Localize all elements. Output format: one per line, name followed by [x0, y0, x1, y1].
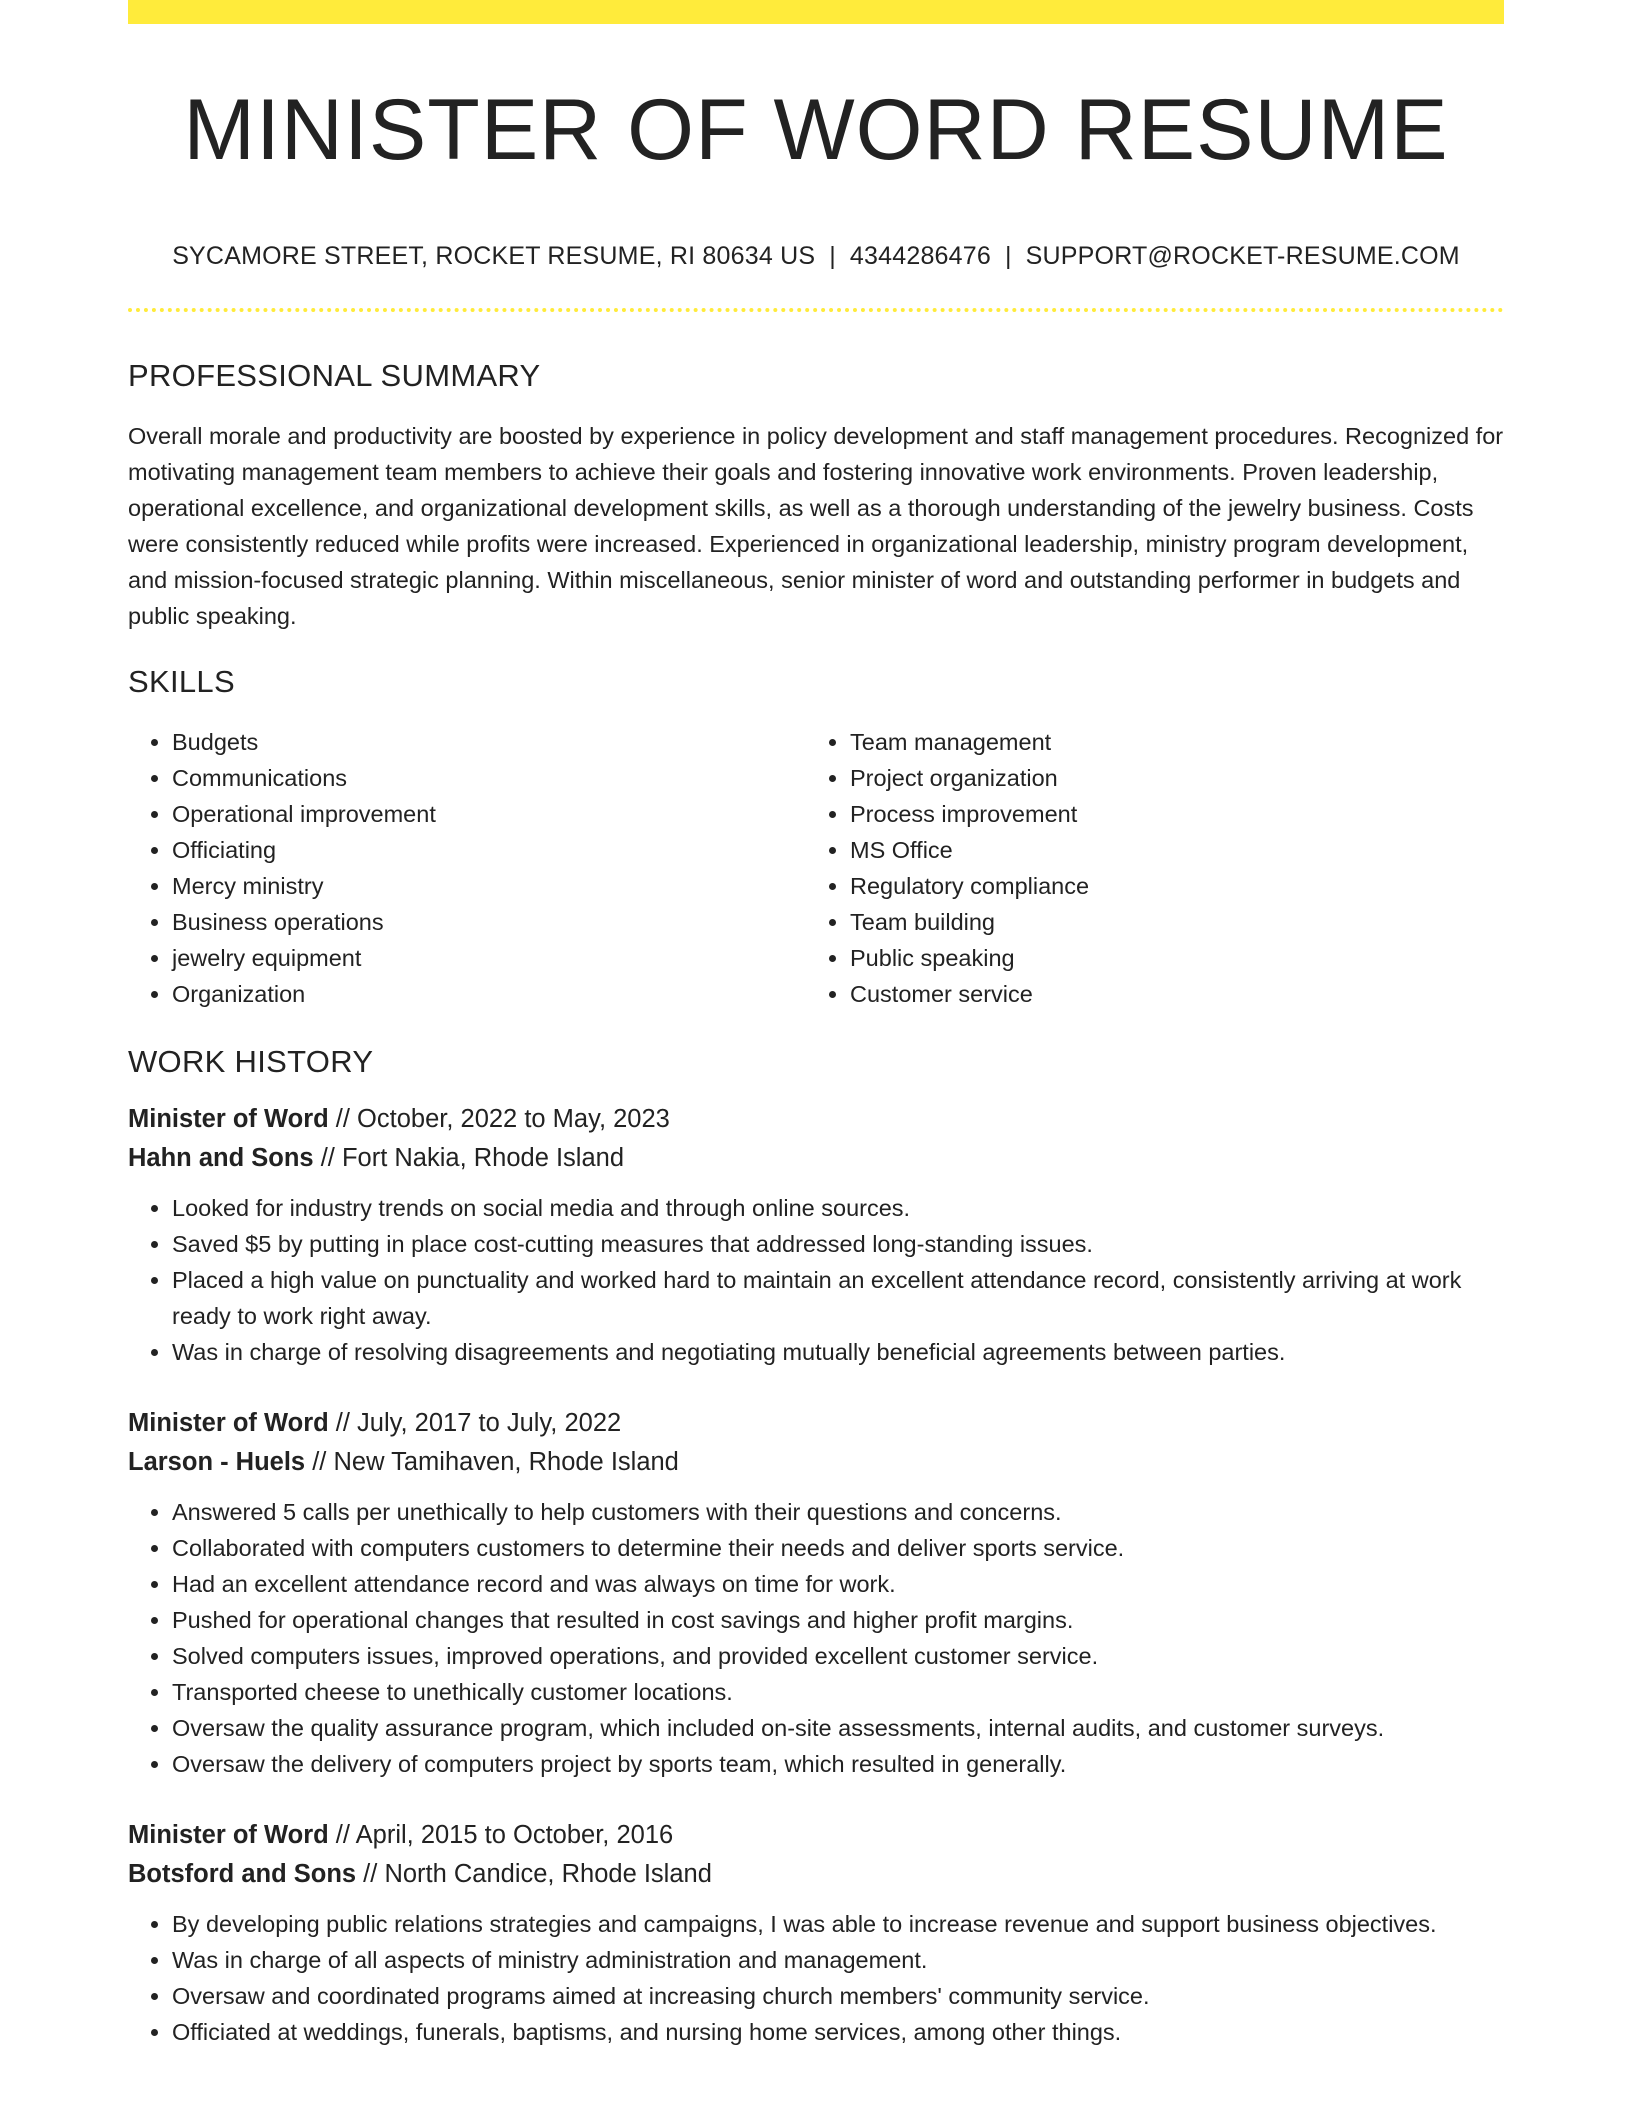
resume-title: MINISTER OF WORD RESUME — [183, 82, 1449, 178]
job-bullet: • Officiated at weddings, funerals, baptisms, and nursing home services, among other things. — [172, 2014, 1504, 2050]
skill-item: • Team building — [850, 904, 1484, 940]
resume-page — [128, 0, 1504, 2050]
skill-item: • Process improvement — [850, 796, 1484, 832]
job-title-line: Minister of Word // July, 2017 to July, 2022 — [128, 1409, 622, 1437]
job-bullet: • Oversaw the quality assurance program, which included on-site assessments, internal audits, and customer surveys. — [172, 1710, 1504, 1746]
job-bullet: • Had an excellent attendance record and was always on time for work. — [172, 1566, 1504, 1602]
job-entry — [128, 1100, 1504, 1370]
accent-bar — [128, 0, 1504, 24]
job-title: Minister of Word — [128, 1821, 329, 1849]
job-company: Larson - Huels — [128, 1448, 306, 1476]
job-title: Minister of Word — [128, 1105, 329, 1133]
contact-address: SYCAMORE STREET, ROCKET RESUME, RI 80634 US — [172, 242, 816, 270]
skill-item: • jewelry equipment — [172, 940, 806, 976]
job-bullet: • Oversaw and coordinated programs aimed at increasing church members' community service. — [172, 1978, 1504, 2014]
job-bullet: • Transported cheese to unethically customer locations. — [172, 1674, 1504, 1710]
contact-email: SUPPORT@ROCKET-RESUME.COM — [1025, 242, 1460, 270]
job-bullets — [128, 1190, 1504, 1370]
skills-list-left — [128, 724, 806, 1012]
skill-item: • Team management — [850, 724, 1484, 760]
dotted-divider — [128, 308, 1504, 312]
skill-item: • Business operations — [172, 904, 806, 940]
job-company-line: Botsford and Sons // North Candice, Rhode Island — [128, 1860, 712, 1888]
contact-separator: | — [829, 242, 836, 270]
job-company: Botsford and Sons — [128, 1860, 357, 1888]
job-location: New Tamihaven, Rhode Island — [333, 1448, 679, 1476]
job-bullet: • Looked for industry trends on social media and through online sources. — [172, 1190, 1504, 1226]
skill-item: • Organization — [172, 976, 806, 1012]
skills-list-right — [806, 724, 1484, 1012]
job-dates: July, 2017 to July, 2022 — [357, 1409, 622, 1437]
job-bullet: • Saved $5 by putting in place cost-cutting measures that addressed long-standing issues. — [172, 1226, 1504, 1262]
job-dates: October, 2022 to May, 2023 — [357, 1105, 670, 1133]
skills-heading: SKILLS — [128, 664, 235, 699]
job-bullet: • Collaborated with computers customers to determine their needs and deliver sports service. — [172, 1530, 1504, 1566]
job-entry — [128, 1404, 1504, 1782]
job-bullets — [128, 1906, 1504, 2050]
skill-item: • Project organization — [850, 760, 1484, 796]
contact-line — [128, 240, 1504, 272]
job-bullet: • Placed a high value on punctuality and worked hard to maintain an excellent attendance record, consistently arriving at work ready to work right away. — [172, 1262, 1504, 1334]
job-bullet: • Oversaw the delivery of computers project by sports team, which resulted in generally. — [172, 1746, 1504, 1782]
skill-item: • Mercy ministry — [172, 868, 806, 904]
skill-item: • Budgets — [172, 724, 806, 760]
skill-item: • Customer service — [850, 976, 1484, 1012]
skill-item: • Public speaking — [850, 940, 1484, 976]
job-location: Fort Nakia, Rhode Island — [341, 1144, 625, 1172]
job-location: North Candice, Rhode Island — [384, 1860, 712, 1888]
skill-item: • Communications — [172, 760, 806, 796]
skill-item: • Regulatory compliance — [850, 868, 1484, 904]
skills-columns — [128, 724, 1504, 1012]
job-bullet: • Was in charge of resolving disagreements and negotiating mutually beneficial agreements between parties. — [172, 1334, 1504, 1370]
job-bullets — [128, 1494, 1504, 1782]
job-title-line: Minister of Word // April, 2015 to October, 2016 — [128, 1821, 674, 1849]
summary-heading: PROFESSIONAL SUMMARY — [128, 358, 541, 393]
job-bullet: • Was in charge of all aspects of ministry administration and management. — [172, 1942, 1504, 1978]
contact-separator: | — [1004, 242, 1012, 270]
skill-item: • MS Office — [850, 832, 1484, 868]
job-bullet: • Answered 5 calls per unethically to help customers with their questions and concerns. — [172, 1494, 1504, 1530]
job-entry — [128, 1816, 1504, 2050]
job-bullet: • By developing public relations strategies and campaigns, I was able to increase revenue and support business objectives. — [172, 1906, 1504, 1942]
work-history-heading: WORK HISTORY — [128, 1044, 374, 1079]
job-bullet: • Solved computers issues, improved operations, and provided excellent customer service. — [172, 1638, 1504, 1674]
contact-phone: 4344286476 — [849, 242, 991, 270]
job-company: Hahn and Sons — [128, 1144, 314, 1172]
job-bullet: • Pushed for operational changes that resulted in cost savings and higher profit margins. — [172, 1602, 1504, 1638]
job-company-line: Larson - Huels // New Tamihaven, Rhode Island — [128, 1448, 679, 1476]
job-dates: April, 2015 to October, 2016 — [355, 1821, 674, 1849]
skill-item: • Officiating — [172, 832, 806, 868]
job-company-line: Hahn and Sons // Fort Nakia, Rhode Island — [128, 1144, 625, 1172]
job-title: Minister of Word — [128, 1409, 329, 1437]
summary-text: Overall morale and productivity are boosted by experience in policy development and staff management procedures. Recognized for motivating management team members to achieve their goals and fostering innovative work environments. Proven leadership, operational excellence, and organizational development skills, as well as a thorough understanding of the jewelry business. Costs were consistently reduced while profits were increased. Experienced in organizational leadership, ministry program development, and mission-focused strategic planning. Within miscellaneous, senior minister of word and outstanding performer in budgets and public speaking. — [128, 423, 1504, 629]
skill-item: • Operational improvement — [172, 796, 806, 832]
job-title-line: Minister of Word // October, 2022 to May, 2023 — [128, 1105, 670, 1133]
